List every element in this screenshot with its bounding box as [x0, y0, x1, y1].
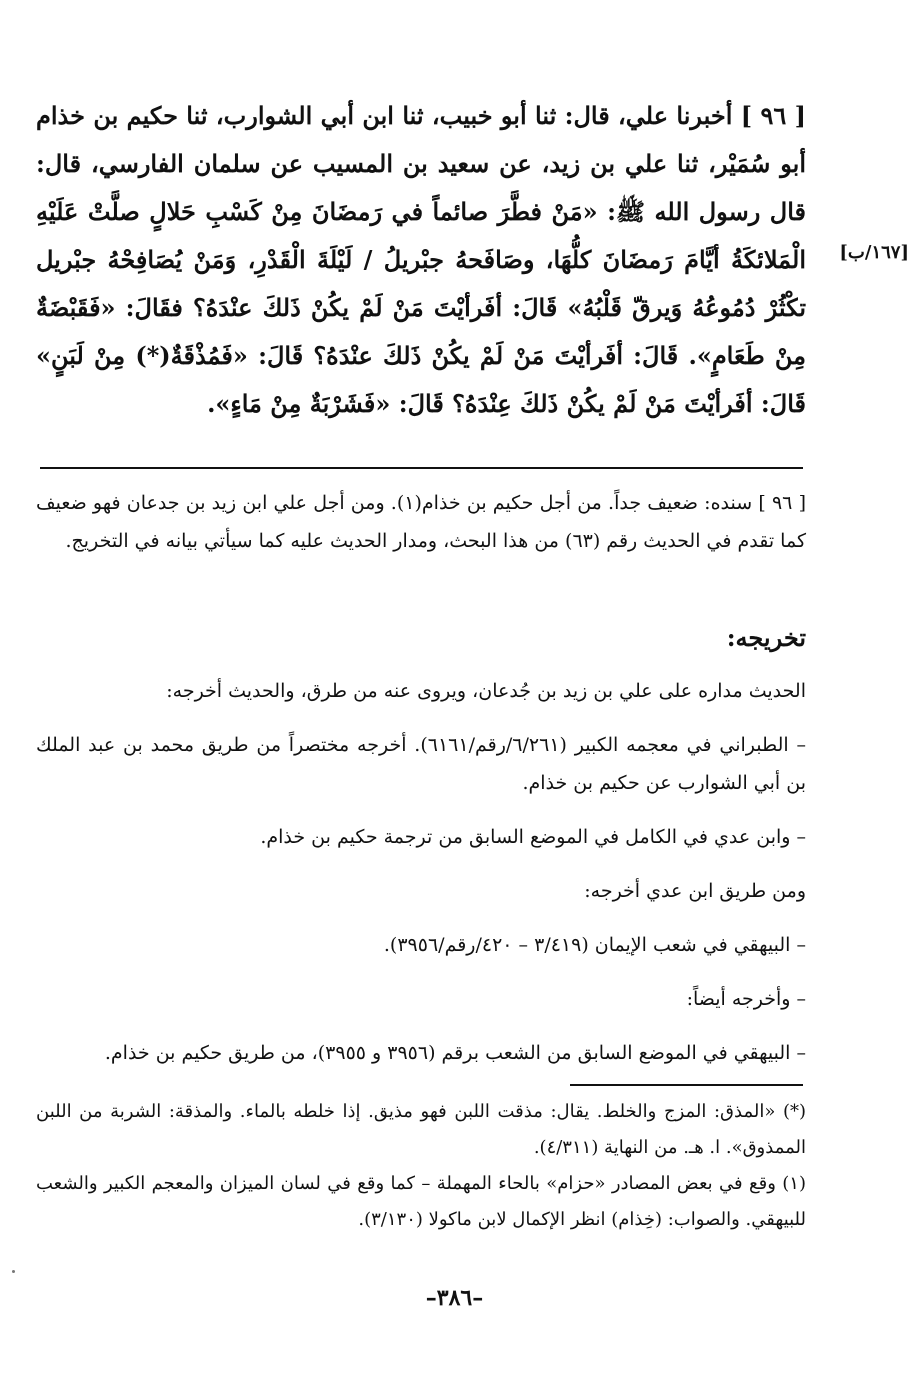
takhrij-paragraph: – الطبراني في معجمه الكبير (٦/٢٦١/رقم/٦١٦١). أخرجه مختصراً من طريق محمد بن عبد الملك بن أبي الشوارب عن حكيم بن خذام.: [36, 734, 806, 794]
footnote-one: (١) وقع في بعض المصادر «حزام» بالحاء المهملة – كما وقع في لسان الميزان والمعجم الكبير والشعب للبيهقي. والصواب: (خِذام) انظر الإكمال لابن ماكولا (٣/١٣٠).: [36, 1173, 806, 1230]
manuscript-folio-marker: [١٦٧/ب]: [839, 242, 909, 263]
takhrij-heading: تخريجه:: [726, 623, 806, 652]
hadith-number: [ ٩٦ ]: [740, 101, 806, 130]
footnote-divider: [570, 1084, 803, 1086]
takhrij-paragraph: – البيهقي في الموضع السابق من الشعب برقم (٣٩٥٦ و ٣٩٥٥)، من طريق حكيم بن خذام.: [104, 1042, 806, 1064]
takhrij-paragraph: ومن طريق ابن عدي أخرجه:: [584, 880, 806, 902]
scan-speck: [12, 1270, 15, 1273]
takhrij-paragraph: – البيهقي في شعب الإيمان (٣/٤١٩ – ٤٢٠/رقم/٣٩٥٦).: [383, 934, 806, 956]
hadith-matn: «مَنْ فطَّرَ صائماً في رَمضَانَ مِنْ كَسْبِ حَلالٍ صلَّتْ عَلَيْهِ الْمَلائكَةُ أيَّامَ رَمضَانَ كلُّهَا، وصَافَحهُ جبْريلُ / لَيْلَةَ الْقَدْرِ، وَمَنْ يُصَافِحْهُ جبْريل تكْثُرْ دُمُوعُهُ وَيرقّ قَلْبُهُ» قَالَ: أفَرأيْتَ مَنْ لَمْ يكُنْ ذَلكَ عنْدَهُ؟ فقَالَ: «فَقَبْضَةٌ مِنْ طَعَامٍ». قَالَ: أفَرأيْتَ مَنْ لَمْ يكُنْ ذَلكَ عنْدَهُ؟ قَالَ: «فَمُذْقَةٌ(*) مِنْ لَبَنٍ» قَالَ: أفَرأيْتَ مَنْ لَمْ يكُنْ ذَلكَ عِنْدَهُ؟ قَالَ: «فَشَرْبَةٌ مِنْ مَاءٍ».: [36, 197, 806, 418]
takhrij-paragraph: الحديث مداره على علي بن زيد بن جُدعان، ويروى عنه من طرق، والحديث أخرجه:: [166, 680, 806, 702]
footnote-asterisk: (*) «المذق: المزج والخلط. يقال: مذقت اللبن فهو مذيق. إذا خلطه بالماء. والمذقة: الشربة من اللبن الممذوق». ا. هـ. من النهاية (٤/٣١١).: [36, 1101, 806, 1158]
isnad-commentary: [ ٩٦ ] سنده: ضعيف جداً. من أجل حكيم بن خذام(١). ومن أجل علي ابن زيد بن جدعان فهو ضعيف كما تقدم في الحديث رقم (٦٣) من هذا البحث، ومدار الحديث عليه كما سيأتي بيانه في التخريج.: [36, 492, 806, 552]
hadith-isnad: أخبرنا علي، قال: ثنا أبو خبيب، ثنا ابن أبي الشوارب، ثنا حكيم بن خذام أبو سُمَيْر، ثنا علي بن زيد، عن سعيد بن المسيب عن سلمان الفارسي، قال: قال رسول الله ﷺ:: [36, 101, 806, 226]
hadith-text: [36, 92, 806, 428]
footnotes: [36, 1094, 806, 1238]
section-divider: [40, 467, 803, 469]
page-number: –٣٨٦–: [425, 1285, 484, 1311]
takhrij-paragraph: – وابن عدي في الكامل في الموضع السابق من ترجمة حكيم بن خذام.: [260, 826, 806, 848]
takhrij-body: [36, 672, 806, 1088]
takhrij-paragraph: – وأخرجه أيضاً:: [686, 988, 806, 1010]
